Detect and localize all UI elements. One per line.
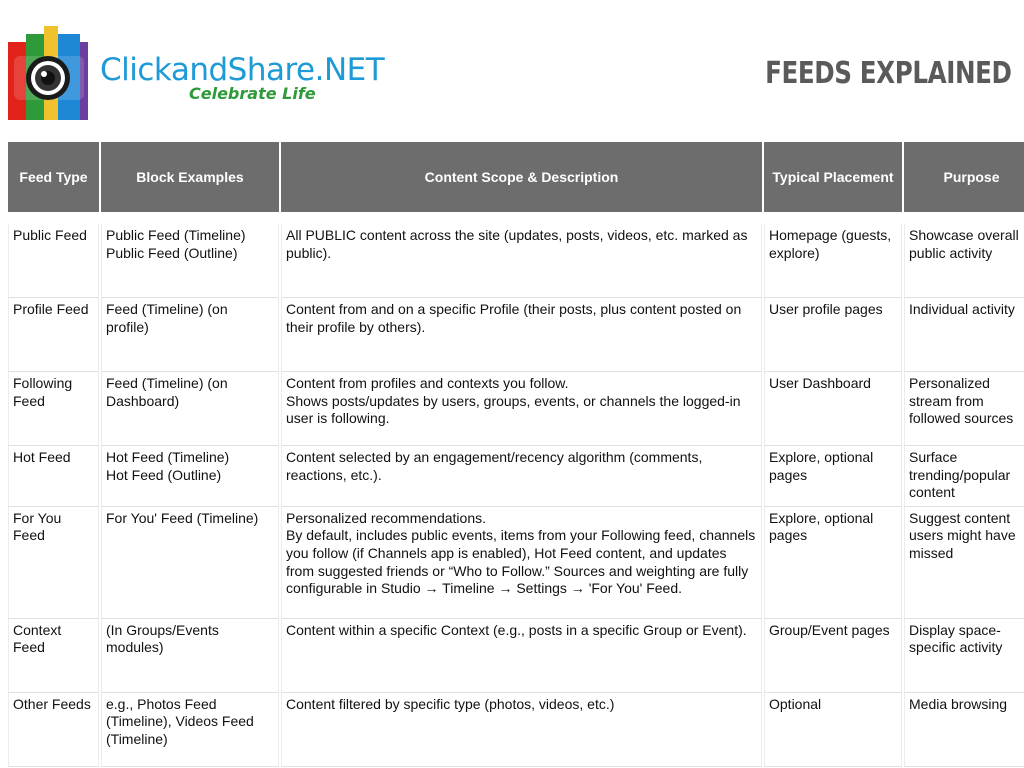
block-example: Public Feed (Timeline): [106, 227, 246, 243]
cell-purpose: Personalized stream from followed sources: [904, 372, 1024, 446]
cell-purpose: Individual activity: [904, 298, 1024, 372]
description-line: Content from and on a specific Profile (their posts, plus content posted on their profile by others).: [286, 301, 742, 335]
description-line: Shows posts/updates by users, groups, events, or channels the logged-in user is following.: [286, 392, 741, 427]
description-line: Personalized recommendations.: [286, 509, 486, 526]
cell-description: [281, 619, 762, 693]
description-line: Content selected by an engagement/recency algorithm (comments, reactions, etc.).: [286, 449, 703, 483]
cell-block-examples: [101, 298, 279, 372]
table-row: [8, 224, 1024, 298]
brand-tagline: Celebrate Life: [189, 84, 316, 103]
cell-block-examples: [101, 507, 279, 619]
camera-logo-icon: [6, 24, 92, 124]
cell-purpose: Surface trending/popular content: [904, 446, 1024, 507]
cell-description: [281, 446, 762, 507]
table-row: [8, 298, 1024, 372]
cell-feed-type: Public Feed: [8, 224, 99, 298]
cell-typical-placement: Optional: [764, 693, 902, 767]
description-line: By default, includes public events, items from your Following feed, channels you follow (if Channels app is enabled), Hot Feed content, and updates from suggested friends or “Who to Follow.” Sources and weighting are fully configurable in Studio → Timeline → Settings → 'For You' Feed.: [286, 527, 756, 597]
cell-typical-placement: Explore, optional pages: [764, 507, 902, 619]
table-row: [8, 372, 1024, 446]
page-title: FEEDS EXPLAINED: [765, 56, 1012, 91]
cell-purpose: Suggest content users might have missed: [904, 507, 1024, 619]
cell-description: [281, 372, 762, 446]
cell-typical-placement: Homepage (guests, explore): [764, 224, 902, 298]
cell-purpose: Display space-specific activity: [904, 619, 1024, 693]
description-line: All PUBLIC content across the site (updates, posts, videos, etc. marked as public).: [286, 227, 748, 261]
table-row: [8, 507, 1024, 619]
cell-typical-placement: User Dashboard: [764, 372, 902, 446]
cell-feed-type: Profile Feed: [8, 298, 99, 372]
feeds-table: [6, 142, 1024, 767]
cell-block-examples: [101, 372, 279, 446]
cell-purpose: Media browsing: [904, 693, 1024, 767]
cell-purpose: Showcase overall public activity: [904, 224, 1024, 298]
header-content-scope: Content Scope & Description: [281, 142, 762, 212]
description-line: Content filtered by specific type (photos, videos, etc.): [286, 695, 615, 712]
cell-feed-type: Hot Feed: [8, 446, 99, 507]
block-example: Feed (Timeline) (on Dashboard): [106, 375, 228, 409]
brand-name: [100, 52, 384, 88]
description-line: Content from profiles and contexts you follow.: [286, 375, 569, 391]
block-example: Hot Feed (Timeline): [106, 449, 230, 465]
block-example: For You' Feed (Timeline): [106, 509, 259, 526]
block-example: Hot Feed (Outline): [106, 466, 222, 483]
brand-name-suffix: .NET: [314, 52, 385, 88]
header-block-examples: Block Examples: [101, 142, 279, 212]
header-feed-type: Feed Type: [8, 142, 99, 212]
cell-block-examples: [101, 619, 279, 693]
cell-typical-placement: Group/Event pages: [764, 619, 902, 693]
block-example: Public Feed (Outline): [106, 244, 238, 261]
block-example: e.g., Photos Feed (Timeline), Videos Feed (Timeline): [106, 695, 254, 747]
table-row: [8, 619, 1024, 693]
cell-feed-type: Other Feeds: [8, 693, 99, 767]
cell-description: [281, 224, 762, 298]
block-example: (In Groups/Events modules): [106, 621, 219, 656]
cell-block-examples: [101, 224, 279, 298]
description-line: Content within a specific Context (e.g., posts in a specific Group or Event).: [286, 621, 747, 638]
cell-description: [281, 693, 762, 767]
brand-logo: [6, 24, 406, 124]
cell-block-examples: [101, 446, 279, 507]
cell-typical-placement: Explore, optional pages: [764, 446, 902, 507]
cell-feed-type: Following Feed: [8, 372, 99, 446]
cell-description: [281, 298, 762, 372]
table-row: [8, 693, 1024, 767]
cell-feed-type: For You Feed: [8, 507, 99, 619]
cell-feed-type: Context Feed: [8, 619, 99, 693]
header-typical-placement: Typical Placement: [764, 142, 902, 212]
table-header-row: [8, 142, 1024, 212]
block-example: Feed (Timeline) (on profile): [106, 301, 228, 335]
brand-name-main: ClickandShare: [100, 52, 315, 88]
cell-description: [281, 507, 762, 619]
cell-block-examples: [101, 693, 279, 767]
table-row: [8, 446, 1024, 507]
cell-typical-placement: User profile pages: [764, 298, 902, 372]
header-purpose: Purpose: [904, 142, 1024, 212]
